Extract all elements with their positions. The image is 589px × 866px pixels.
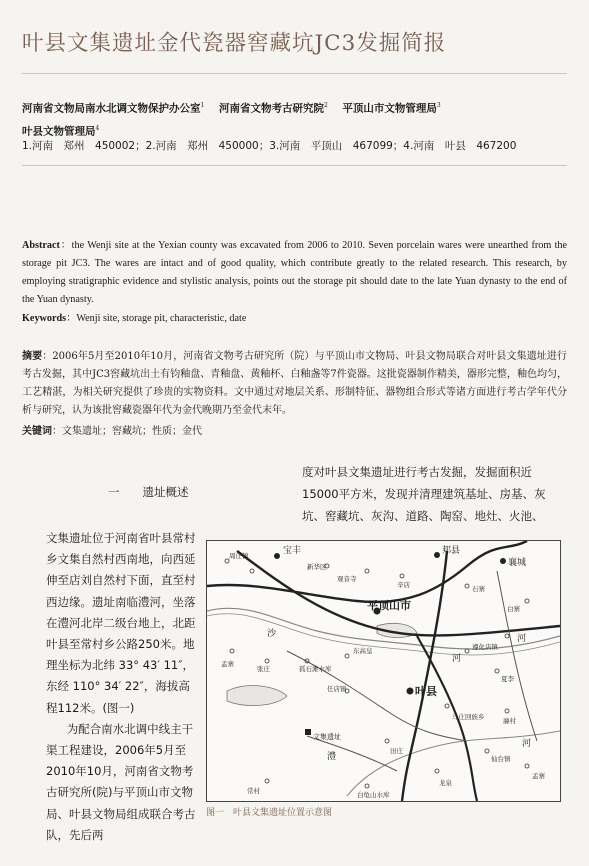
map-label-t4: 辛店 xyxy=(397,581,410,589)
abstract-label: Abstract xyxy=(22,240,60,251)
author-sup-1: 1 xyxy=(200,102,205,109)
map-label-t9: 孤石滩水库 xyxy=(299,665,332,673)
town-markers xyxy=(225,559,532,788)
city-marker-xiangcheng xyxy=(500,558,506,564)
header-divider xyxy=(22,165,567,166)
zh-keywords-sep: ： xyxy=(52,426,62,437)
author-affiliation-4: 叶县文物管理局 xyxy=(22,125,96,137)
map-label-t18: 孟寨 xyxy=(532,772,545,780)
author-sup-3: 3 xyxy=(436,102,441,109)
author-affiliation-2: 河南省文物考古研究院 xyxy=(218,102,324,115)
map-label-sha: 沙 xyxy=(267,629,277,639)
author-block xyxy=(22,96,567,141)
affiliation-addresses: 1.河南 郑州 450002；2.河南 郑州 450000；3.河南 平顶山 467099；4.河南 叶县 467200 xyxy=(22,140,517,152)
map-label-wenji: 文集遗址 xyxy=(313,733,341,741)
map-label-t21: 龙泉 xyxy=(439,779,452,787)
chinese-keywords xyxy=(22,422,567,437)
map-label-t3: 观音寺 xyxy=(337,575,357,583)
body-left-column xyxy=(46,528,196,846)
abstract-sep: ： xyxy=(59,240,72,251)
english-keywords xyxy=(22,309,567,324)
map-label-t16: 田庄 xyxy=(390,747,403,755)
location-map-svg xyxy=(207,541,560,801)
body-paragraph-1 xyxy=(46,528,196,719)
body-paragraph-2-continued: 度对叶县文集遗址进行考古发掘，发掘面积近15000平方米，发现并清理建筑基址、房基、灰坑、窖藏坑、灰沟、道路、陶窑、地灶、火池、 xyxy=(302,465,546,523)
map-label-t15: 廉村 xyxy=(503,717,516,725)
body-right-column xyxy=(302,461,567,527)
road-3 xyxy=(497,571,537,741)
author-line-1 xyxy=(22,96,567,119)
map-label-pingdingshan: 平顶山市 xyxy=(367,599,411,612)
map-label-he1: 河 xyxy=(452,654,462,664)
zhaiyao-label: 摘要 xyxy=(22,351,43,362)
keywords-label: Keywords xyxy=(22,313,67,324)
author-affiliation-1: 河南省文物局南水北调文物保护办公室 xyxy=(22,102,201,115)
map-label-t8: 张庄 xyxy=(257,665,270,673)
city-marker-jiaxian xyxy=(434,552,440,558)
map-label-t7: 孟寨 xyxy=(221,660,234,668)
map-label-t12: 夏李 xyxy=(501,675,514,683)
map-label-t5: 石寨 xyxy=(472,585,485,593)
zh-keywords-text: 文集遗址；窖藏坑；性质；金代 xyxy=(62,426,202,437)
body-paragraph-1-text: 文集遗址位于河南省叶县常村乡文集自然村西南地，向西延伸至店刘自然村下面，直至村西边缘。遗址南临澧河，坐落在澧河北岸二级台地上，北距叶县至常村乡公路250米。地理坐标为北纬 33° 43′ 11″，东经 110° 34′ 22″，海拔高程112米。(图一) xyxy=(46,531,196,715)
site-marker-wenji xyxy=(305,729,311,735)
body-paragraph-2-text: 为配合南水北调中线主干渠工程建设，2006年5月至2010年10月，河南省文物考古研究所(院)与平顶山市文物局、叶县文物局组成联合考古队，先后两 xyxy=(46,721,196,842)
location-map xyxy=(206,540,561,802)
keywords-sep: ： xyxy=(66,313,77,324)
author-affiliation-3: 平顶山市文物管理局 xyxy=(342,102,437,115)
map-label-t6: 白寨 xyxy=(507,605,520,613)
map-label-t20: 白龟山水库 xyxy=(357,791,390,799)
section-heading: 一 遗址概述 xyxy=(108,485,189,499)
map-label-t2: 新华区 xyxy=(307,563,327,571)
map-label-t17: 仙台镇 xyxy=(491,755,511,763)
map-label-t11: 遵化店镇 xyxy=(472,643,498,651)
map-label-t10: 东高皇 xyxy=(353,647,373,655)
zhaiyao-sep: ： xyxy=(42,351,53,362)
map-label-t19: 常村 xyxy=(247,787,260,795)
zhaiyao-text: 2006年5月至2010年10月，河南省文物考古研究所（院）与平顶山市文物局、叶县文物局联合对叶县文集遗址进行考古发掘，其中JC3窖藏坑出土有钧釉盘、青釉盘、黄釉杯、白釉盏等7件瓷器。这批瓷器制作精美，器形完整，釉色均匀，工艺精湛，为相关研究提供了珍贵的实物资料。文中通过对地层关系、形制特征、器物组合形式等诸方面进行考古学年代分析与研究，认为该批窖藏瓷器年代为金代晚期乃至金代末年。 xyxy=(22,351,567,416)
body-paragraph-2 xyxy=(46,719,196,846)
map-label-he3: 河 xyxy=(522,739,532,749)
map-label-t14: 马庄回族乡 xyxy=(452,713,485,721)
author-sup-4: 4 xyxy=(95,124,100,132)
city-marker-yexian xyxy=(407,688,414,695)
title-divider xyxy=(22,73,567,74)
map-label-li: 澧 xyxy=(327,752,337,762)
keywords-text: Wenji site, storage pit, characteristic, date xyxy=(76,313,247,324)
chinese-abstract xyxy=(22,348,567,420)
map-label-baofeng: 宝丰 xyxy=(283,546,302,556)
zh-keywords-label: 关键词 xyxy=(22,426,52,437)
author-sup-2: 2 xyxy=(323,102,328,109)
map-label-jiaxian: 郏县 xyxy=(442,546,461,556)
figure-caption: 图一 叶县文集遗址位置示意图 xyxy=(206,808,333,818)
english-abstract xyxy=(22,237,567,309)
map-label-t1: 周庄镇 xyxy=(229,552,249,560)
map-label-yexian: 叶县 xyxy=(415,685,437,698)
city-marker-baofeng xyxy=(274,553,280,559)
map-label-he2: 河 xyxy=(517,634,527,644)
map-label-xiangcheng: 襄城 xyxy=(508,558,527,568)
map-label-t13: 任店镇 xyxy=(327,685,347,693)
article-title: 叶县文集遗址金代瓷器窖藏坑JC3发掘简报 xyxy=(22,31,447,56)
reservoir-shape xyxy=(227,686,287,706)
abstract-text: the Wenji site at the Yexian county was excavated from 2006 to 2010. Seven porcelain wares were unearthed from the storage pit JC3. The wares are intact and of good quality, which contribute greatly to the related research. This research, by employing stratigraphic evidence and stylistic analysis, points out the storage pit should date to the late Yuan dynasty to the end of the Yuan dynasty. xyxy=(22,240,568,305)
